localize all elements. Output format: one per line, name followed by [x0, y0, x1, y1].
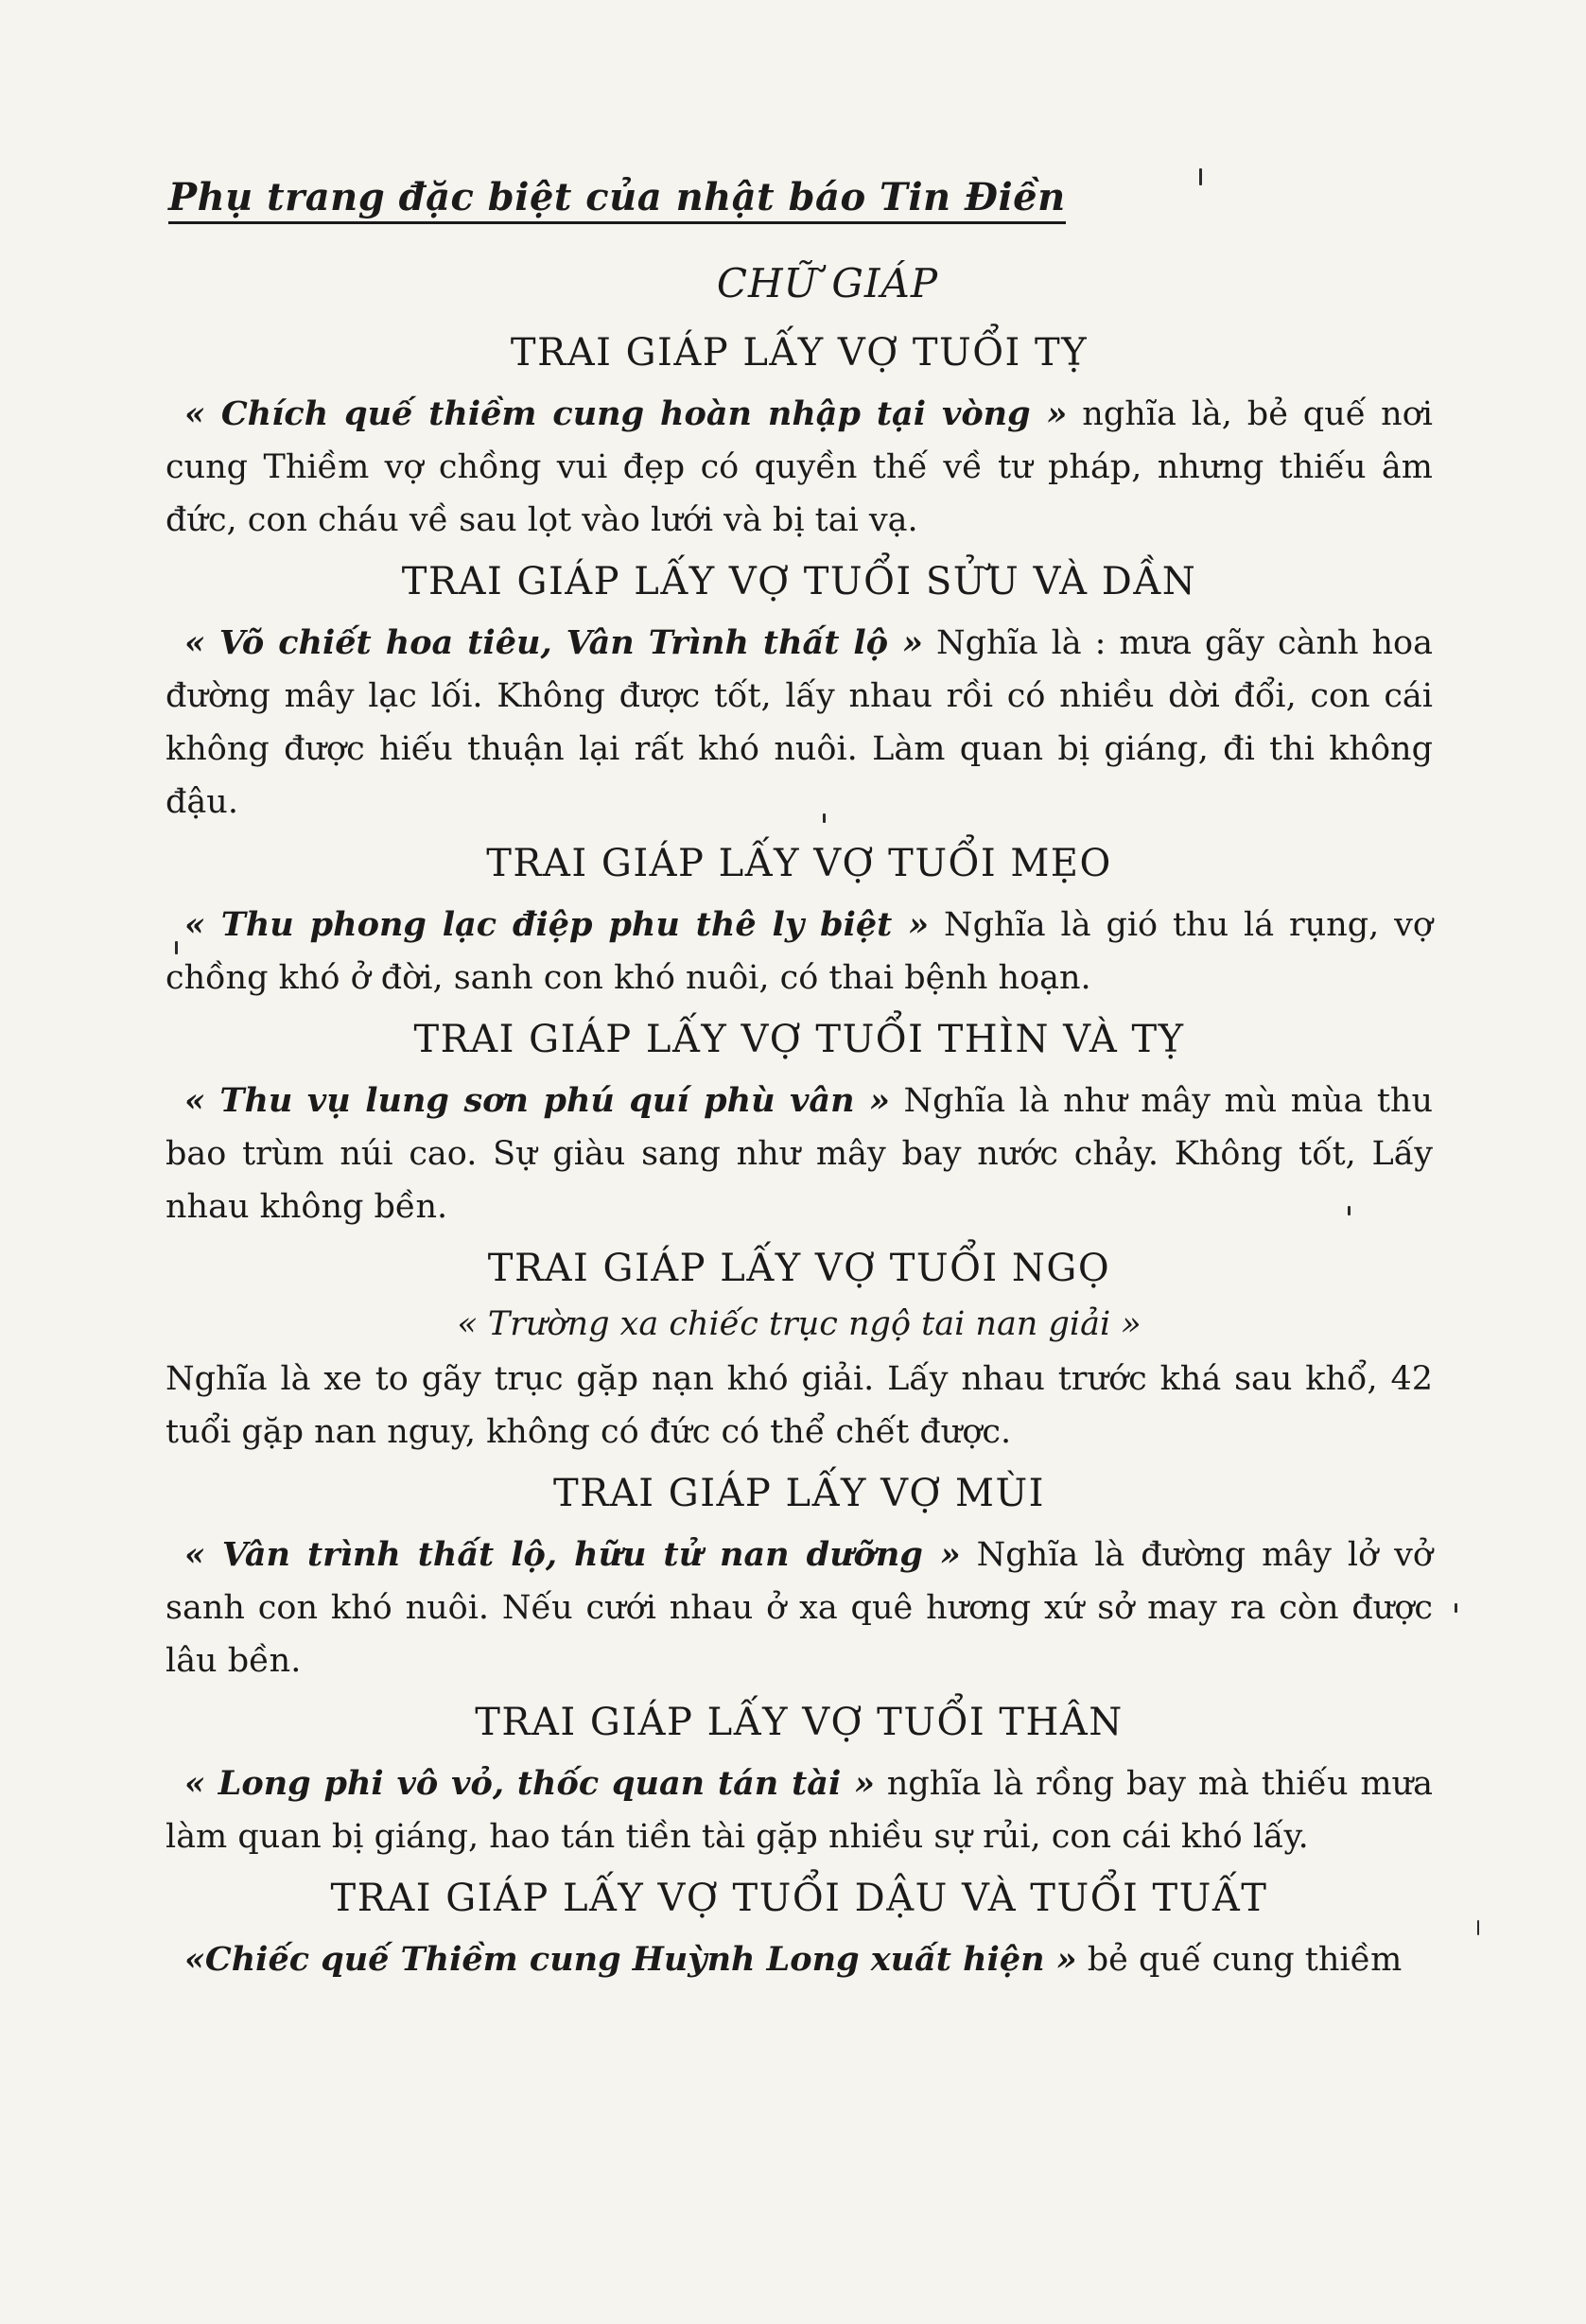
section-quote: « Võ chiết hoa tiêu, Vân Trình thất lộ »: [184, 623, 923, 662]
section-heading: TRAI GIÁP LẤY VỢ TUỔI THÂN: [475, 1701, 1124, 1744]
section-quote: «Chiếc quế Thiềm cung Huỳnh Long xuất hiện »: [184, 1940, 1077, 1979]
scan-speck: [1348, 1206, 1351, 1215]
section-heading: TRAI GIÁP LẤY VỢ TUỔI THÌN VÀ TỴ: [413, 1018, 1185, 1061]
section-quote: « Vân trình thất lộ, hữu tử nan dưỡng »: [184, 1535, 961, 1574]
scan-speck: [175, 941, 178, 954]
section-center-quote: « Trường xa chiếc trục ngộ tai nan giải »: [457, 1305, 1142, 1343]
scan-speck: [1199, 168, 1202, 185]
section-text: Nghĩa là xe to gãy trục gặp nạn khó giải. Lấy nhau trước khá sau khổ, 42 tuổi gặp nan nguy, không có đức có thể chết được.: [166, 1360, 1433, 1451]
section-text: Nghĩa là gió thu lá rụng, vợ chồng khó ở đời, sanh con khó nuôi, có thai bệnh hoạn.: [166, 906, 1434, 997]
section-paragraph: [166, 1075, 1433, 1233]
section-paragraph: [166, 1529, 1433, 1687]
section-heading: TRAI GIÁP LẤY VỢ MÙI: [553, 1472, 1045, 1515]
page-content: [166, 260, 1433, 1986]
section-text: nghĩa là, bẻ quế nơi cung Thiềm vợ chồng vui đẹp có quyền thế về tư pháp, nhưng thiếu âm đức, con cháu về sau lọt vào lưới và bị tai vạ.: [166, 395, 1433, 539]
running-header: Phụ trang đặc biệt của nhật báo Tin Điền: [168, 175, 1066, 224]
section-quote: « Chích quế thiềm cung hoàn nhập tại vòng »: [184, 394, 1068, 433]
section-quote: « Long phi vô vỏ, thốc quan tán tài »: [184, 1764, 876, 1803]
section-text: bẻ quế cung thiềm: [1076, 1941, 1403, 1979]
scan-speck: [823, 813, 826, 823]
section-heading: TRAI GIÁP LẤY VỢ TUỔI DẬU VÀ TUỔI TUẤT: [330, 1877, 1268, 1920]
section-text: Nghĩa là : mưa gãy cành hoa đường mây lạc lối. Không được tốt, lấy nhau rồi có nhiều dời đổi, con cái không được hiếu thuận lại rất khó nuôi. Làm quan bị giáng, đi thi không đậu.: [166, 624, 1433, 821]
chapter-title: CHỮ GIÁP: [716, 260, 939, 306]
section-paragraph: [166, 899, 1433, 1005]
section-text: Nghĩa là như mây mù mùa thu bao trùm núi cao. Sự giàu sang như mây bay nước chảy. Không tốt, Lấy nhau không bền.: [166, 1082, 1433, 1226]
section-heading: TRAI GIÁP LẤY VỢ TUỔI TỴ: [510, 331, 1089, 375]
section-paragraph: [166, 388, 1433, 547]
section-quote: « Thu vụ lung sơn phú quí phù vân »: [184, 1081, 890, 1120]
section-heading: TRAI GIÁP LẤY VỢ TUỔI SỬU VÀ DẦN: [401, 560, 1197, 603]
section-paragraph: [166, 1353, 1433, 1459]
section-text: nghĩa là rồng bay mà thiếu mưa làm quan bị giáng, hao tán tiền tài gặp nhiều sự rủi, con cái khó lấy.: [166, 1765, 1433, 1856]
section-paragraph: [166, 617, 1433, 829]
section-quote: « Thu phong lạc điệp phu thê ly biệt »: [184, 905, 930, 944]
scan-speck: [1455, 1603, 1457, 1613]
section-heading: TRAI GIÁP LẤY VỢ TUỔI MẸO: [486, 842, 1112, 885]
section-paragraph: [166, 1757, 1433, 1863]
section-paragraph: [166, 1933, 1433, 1986]
scan-speck: [1477, 1920, 1479, 1935]
section-text: Nghĩa là đường mây lở vở sanh con khó nuôi. Nếu cưới nhau ở xa quê hương xứ sở may ra còn được lâu bền.: [166, 1536, 1433, 1680]
section-heading: TRAI GIÁP LẤY VỢ TUỔI NGỌ: [487, 1247, 1111, 1290]
